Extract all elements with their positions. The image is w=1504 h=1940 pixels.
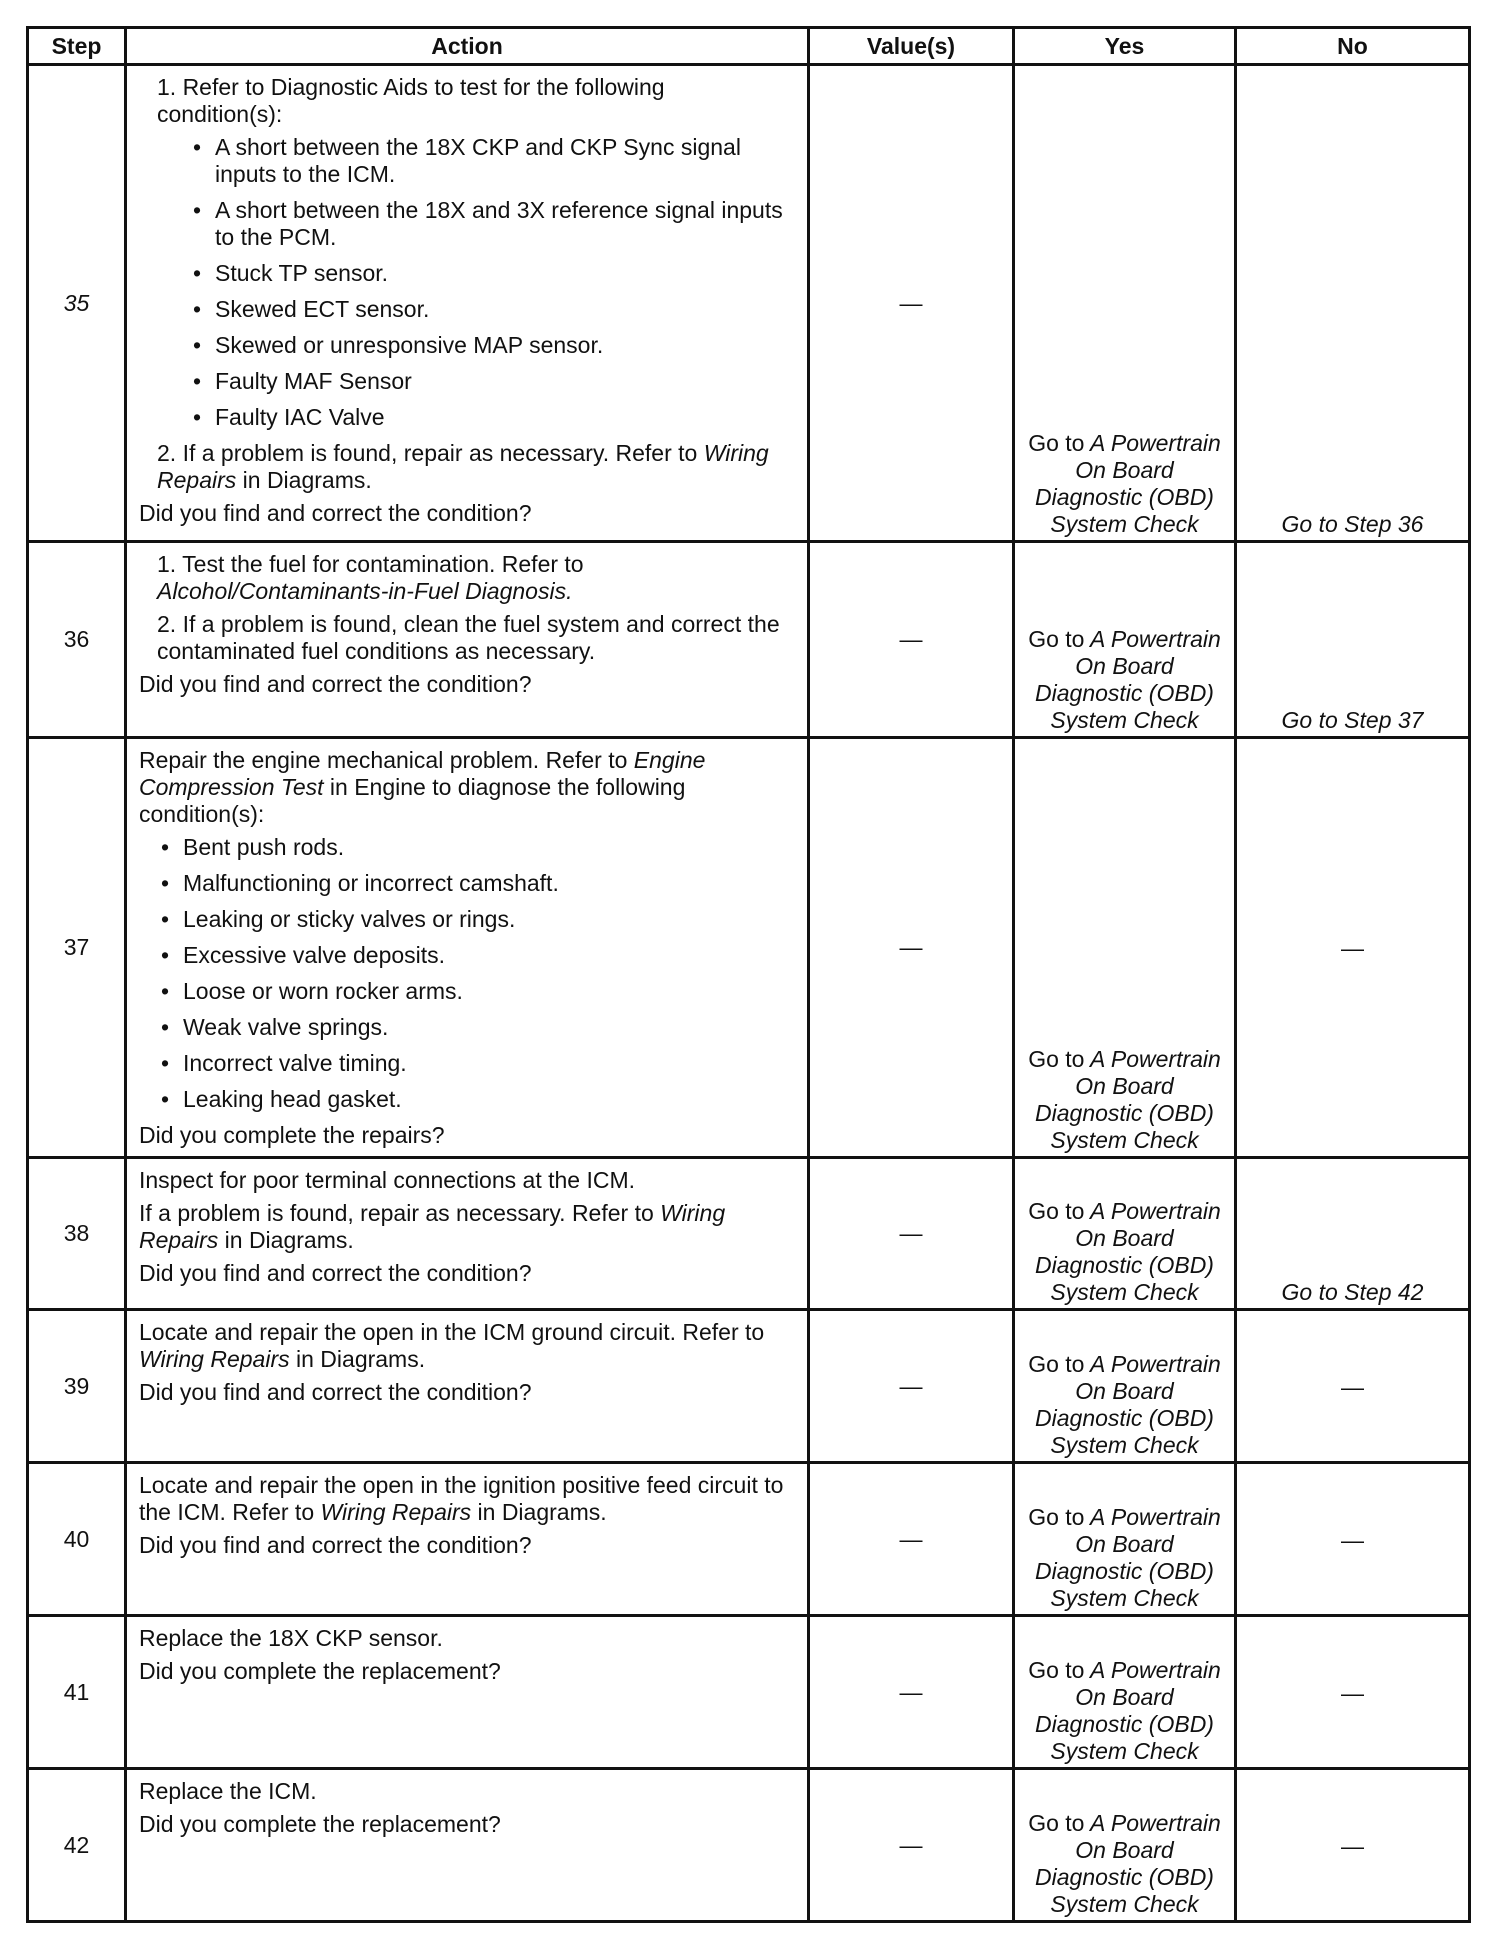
action-cell: Locate and repair the open in the ICM ground circuit. Refer to Wiring Repairs in Diagrams. Did you find and correct the condition? <box>126 1310 809 1463</box>
no-cell <box>1236 1463 1470 1616</box>
yes-link: A Powertrain On Board Diagnostic (OBD) System Check <box>1035 430 1221 537</box>
action-cell: Replace the 18X CKP sensor. Did you complete the replacement? <box>126 1616 809 1769</box>
dash: — <box>1341 1373 1364 1400</box>
no-cell <box>1236 738 1470 1158</box>
question: Did you find and correct the condition? <box>139 671 532 697</box>
reference-link: Wiring Repairs <box>139 1346 290 1372</box>
yes-link: A Powertrain On Board Diagnostic (OBD) System Check <box>1035 1810 1221 1917</box>
table-row <box>28 65 1470 542</box>
yes-link: A Powertrain On Board Diagnostic (OBD) System Check <box>1035 1504 1221 1611</box>
action-cell: Locate and repair the open in the ignition positive feed circuit to the ICM. Refer to Wiring Repairs in Diagrams. Did you find and correct the condition? <box>126 1463 809 1616</box>
bullet-item: • Faulty IAC Valve <box>193 404 385 430</box>
bullet-item: • Weak valve springs. <box>161 1014 389 1040</box>
no-cell: Go to Step 36 <box>1236 65 1470 542</box>
header-yes: Yes <box>1014 28 1236 65</box>
question: Did you find and correct the condition? <box>139 1260 532 1286</box>
value-cell <box>809 738 1014 1158</box>
dash: — <box>899 934 923 960</box>
question: Did you complete the replacement? <box>139 1811 501 1837</box>
value-cell <box>809 1463 1014 1616</box>
dash: — <box>1341 1526 1364 1553</box>
table-row <box>28 1310 1470 1463</box>
reference-link: Wiring Repairs <box>157 440 769 493</box>
bullet-item: • Excessive valve deposits. <box>161 942 446 968</box>
step-number: 42 <box>28 1769 126 1922</box>
bullet-item: • A short between the 18X CKP and CKP Sync signal inputs to the ICM. <box>193 134 741 187</box>
action-cell: Inspect for poor terminal connections at the ICM. If a problem is found, repair as necessary. Refer to Wiring Repairs in Diagrams. Did you find and correct the condition? <box>126 1158 809 1310</box>
yes-link: A Powertrain On Board Diagnostic (OBD) System Check <box>1035 626 1221 733</box>
table-row <box>28 542 1470 738</box>
bullet-item: • Loose or worn rocker arms. <box>161 978 463 1004</box>
dash: — <box>899 626 923 652</box>
dash: — <box>899 1372 923 1399</box>
intro-text: Repair the engine mechanical problem. Refer to Engine Compression Test in Engine to diagnose the following condition(s): <box>139 747 706 827</box>
bullet-item: • Leaking or sticky valves or rings. <box>161 906 516 932</box>
reference-link: Wiring Repairs <box>320 1499 472 1525</box>
header-no: No <box>1236 28 1470 65</box>
no-cell: Go to Step 37 <box>1236 542 1470 738</box>
yes-cell: Go to A Powertrain On Board Diagnostic (OBD) System Check <box>1014 1769 1236 1922</box>
yes-link: A Powertrain On Board Diagnostic (OBD) System Check <box>1035 1046 1221 1153</box>
value-cell <box>809 1616 1014 1769</box>
no-cell <box>1236 1769 1470 1922</box>
dash: — <box>899 1525 923 1552</box>
reference-link: Engine Compression Test <box>139 747 706 800</box>
dash: — <box>899 1220 923 1246</box>
yes-cell: Go to A Powertrain On Board Diagnostic (OBD) System Check <box>1014 1463 1236 1616</box>
dash: — <box>1341 1832 1364 1859</box>
numbered-item: 1. Test the fuel for contamination. Refer to Alcohol/Contaminants-in-Fuel Diagnosis. <box>157 551 584 604</box>
question: Did you complete the replacement? <box>139 1658 501 1684</box>
dash: — <box>899 1831 923 1858</box>
dash: — <box>1341 1679 1364 1706</box>
action-cell: Replace the ICM. Did you complete the replacement? <box>126 1769 809 1922</box>
value-cell <box>809 1310 1014 1463</box>
step-number: 35 <box>28 65 126 542</box>
bullet-item: • Incorrect valve timing. <box>161 1050 407 1076</box>
yes-cell: Go to A Powertrain On Board Diagnostic (OBD) System Check <box>1014 542 1236 738</box>
yes-cell: Go to A Powertrain On Board Diagnostic (OBD) System Check <box>1014 1158 1236 1310</box>
diagnostic-table <box>26 26 1471 1923</box>
step-number: 41 <box>28 1616 126 1769</box>
step-number: 37 <box>28 738 126 1158</box>
bullet-item: • Leaking head gasket. <box>161 1086 402 1112</box>
table-row <box>28 1616 1470 1769</box>
action-cell <box>126 738 809 1158</box>
bullet-item: • A short between the 18X and 3X reference signal inputs to the PCM. <box>193 197 783 250</box>
yes-link: A Powertrain On Board Diagnostic (OBD) System Check <box>1035 1657 1221 1764</box>
no-cell: Go to Step 42 <box>1236 1158 1470 1310</box>
value-cell <box>809 1158 1014 1310</box>
yes-cell: Go to A Powertrain On Board Diagnostic (OBD) System Check <box>1014 1310 1236 1463</box>
action-cell <box>126 542 809 738</box>
yes-link: A Powertrain On Board Diagnostic (OBD) System Check <box>1035 1351 1221 1458</box>
yes-cell: Go to A Powertrain On Board Diagnostic (OBD) System Check <box>1014 65 1236 542</box>
value-cell <box>809 65 1014 542</box>
yes-link: A Powertrain On Board Diagnostic (OBD) System Check <box>1035 1198 1221 1305</box>
dash: — <box>899 289 923 316</box>
value-cell <box>809 542 1014 738</box>
table-row <box>28 1769 1470 1922</box>
bullet-item: • Stuck TP sensor. <box>193 260 389 286</box>
reference-link: Alcohol/Contaminants-in-Fuel Diagnosis. <box>157 578 573 604</box>
table-row <box>28 1463 1470 1616</box>
numbered-item: 2. If a problem is found, clean the fuel system and correct the contaminated fuel conditions as necessary. <box>157 611 780 664</box>
bullet-item: • Skewed ECT sensor. <box>193 296 430 322</box>
dash: — <box>1341 935 1364 961</box>
no-cell <box>1236 1616 1470 1769</box>
question: Did you find and correct the condition? <box>139 1379 532 1405</box>
reference-link: Wiring Repairs <box>139 1200 726 1253</box>
numbered-item: 1. Refer to Diagnostic Aids to test for the following condition(s): <box>157 74 665 127</box>
yes-cell: Go to A Powertrain On Board Diagnostic (OBD) System Check <box>1014 738 1236 1158</box>
bullet-item: • Skewed or unresponsive MAP sensor. <box>193 332 604 358</box>
action-cell <box>126 65 809 542</box>
yes-cell: Go to A Powertrain On Board Diagnostic (OBD) System Check <box>1014 1616 1236 1769</box>
bullet-item: • Faulty MAF Sensor <box>193 368 412 394</box>
numbered-item: 2. If a problem is found, repair as necessary. Refer to Wiring Repairs in Diagrams. <box>157 440 769 493</box>
step-number: 39 <box>28 1310 126 1463</box>
header-action: Action <box>126 28 809 65</box>
step-number: 38 <box>28 1158 126 1310</box>
question: Did you find and correct the condition? <box>139 500 532 526</box>
header-values: Value(s) <box>809 28 1014 65</box>
header-row <box>28 28 1470 65</box>
step-number: 40 <box>28 1463 126 1616</box>
question: Did you find and correct the condition? <box>139 1532 532 1558</box>
question: Did you complete the repairs? <box>139 1122 445 1148</box>
table-row <box>28 738 1470 1158</box>
bullet-item: • Malfunctioning or incorrect camshaft. <box>161 870 559 896</box>
no-cell <box>1236 1310 1470 1463</box>
step-number: 36 <box>28 542 126 738</box>
dash: — <box>899 1678 923 1705</box>
value-cell <box>809 1769 1014 1922</box>
bullet-item: • Bent push rods. <box>161 834 345 860</box>
table-row <box>28 1158 1470 1310</box>
header-step: Step <box>28 28 126 65</box>
